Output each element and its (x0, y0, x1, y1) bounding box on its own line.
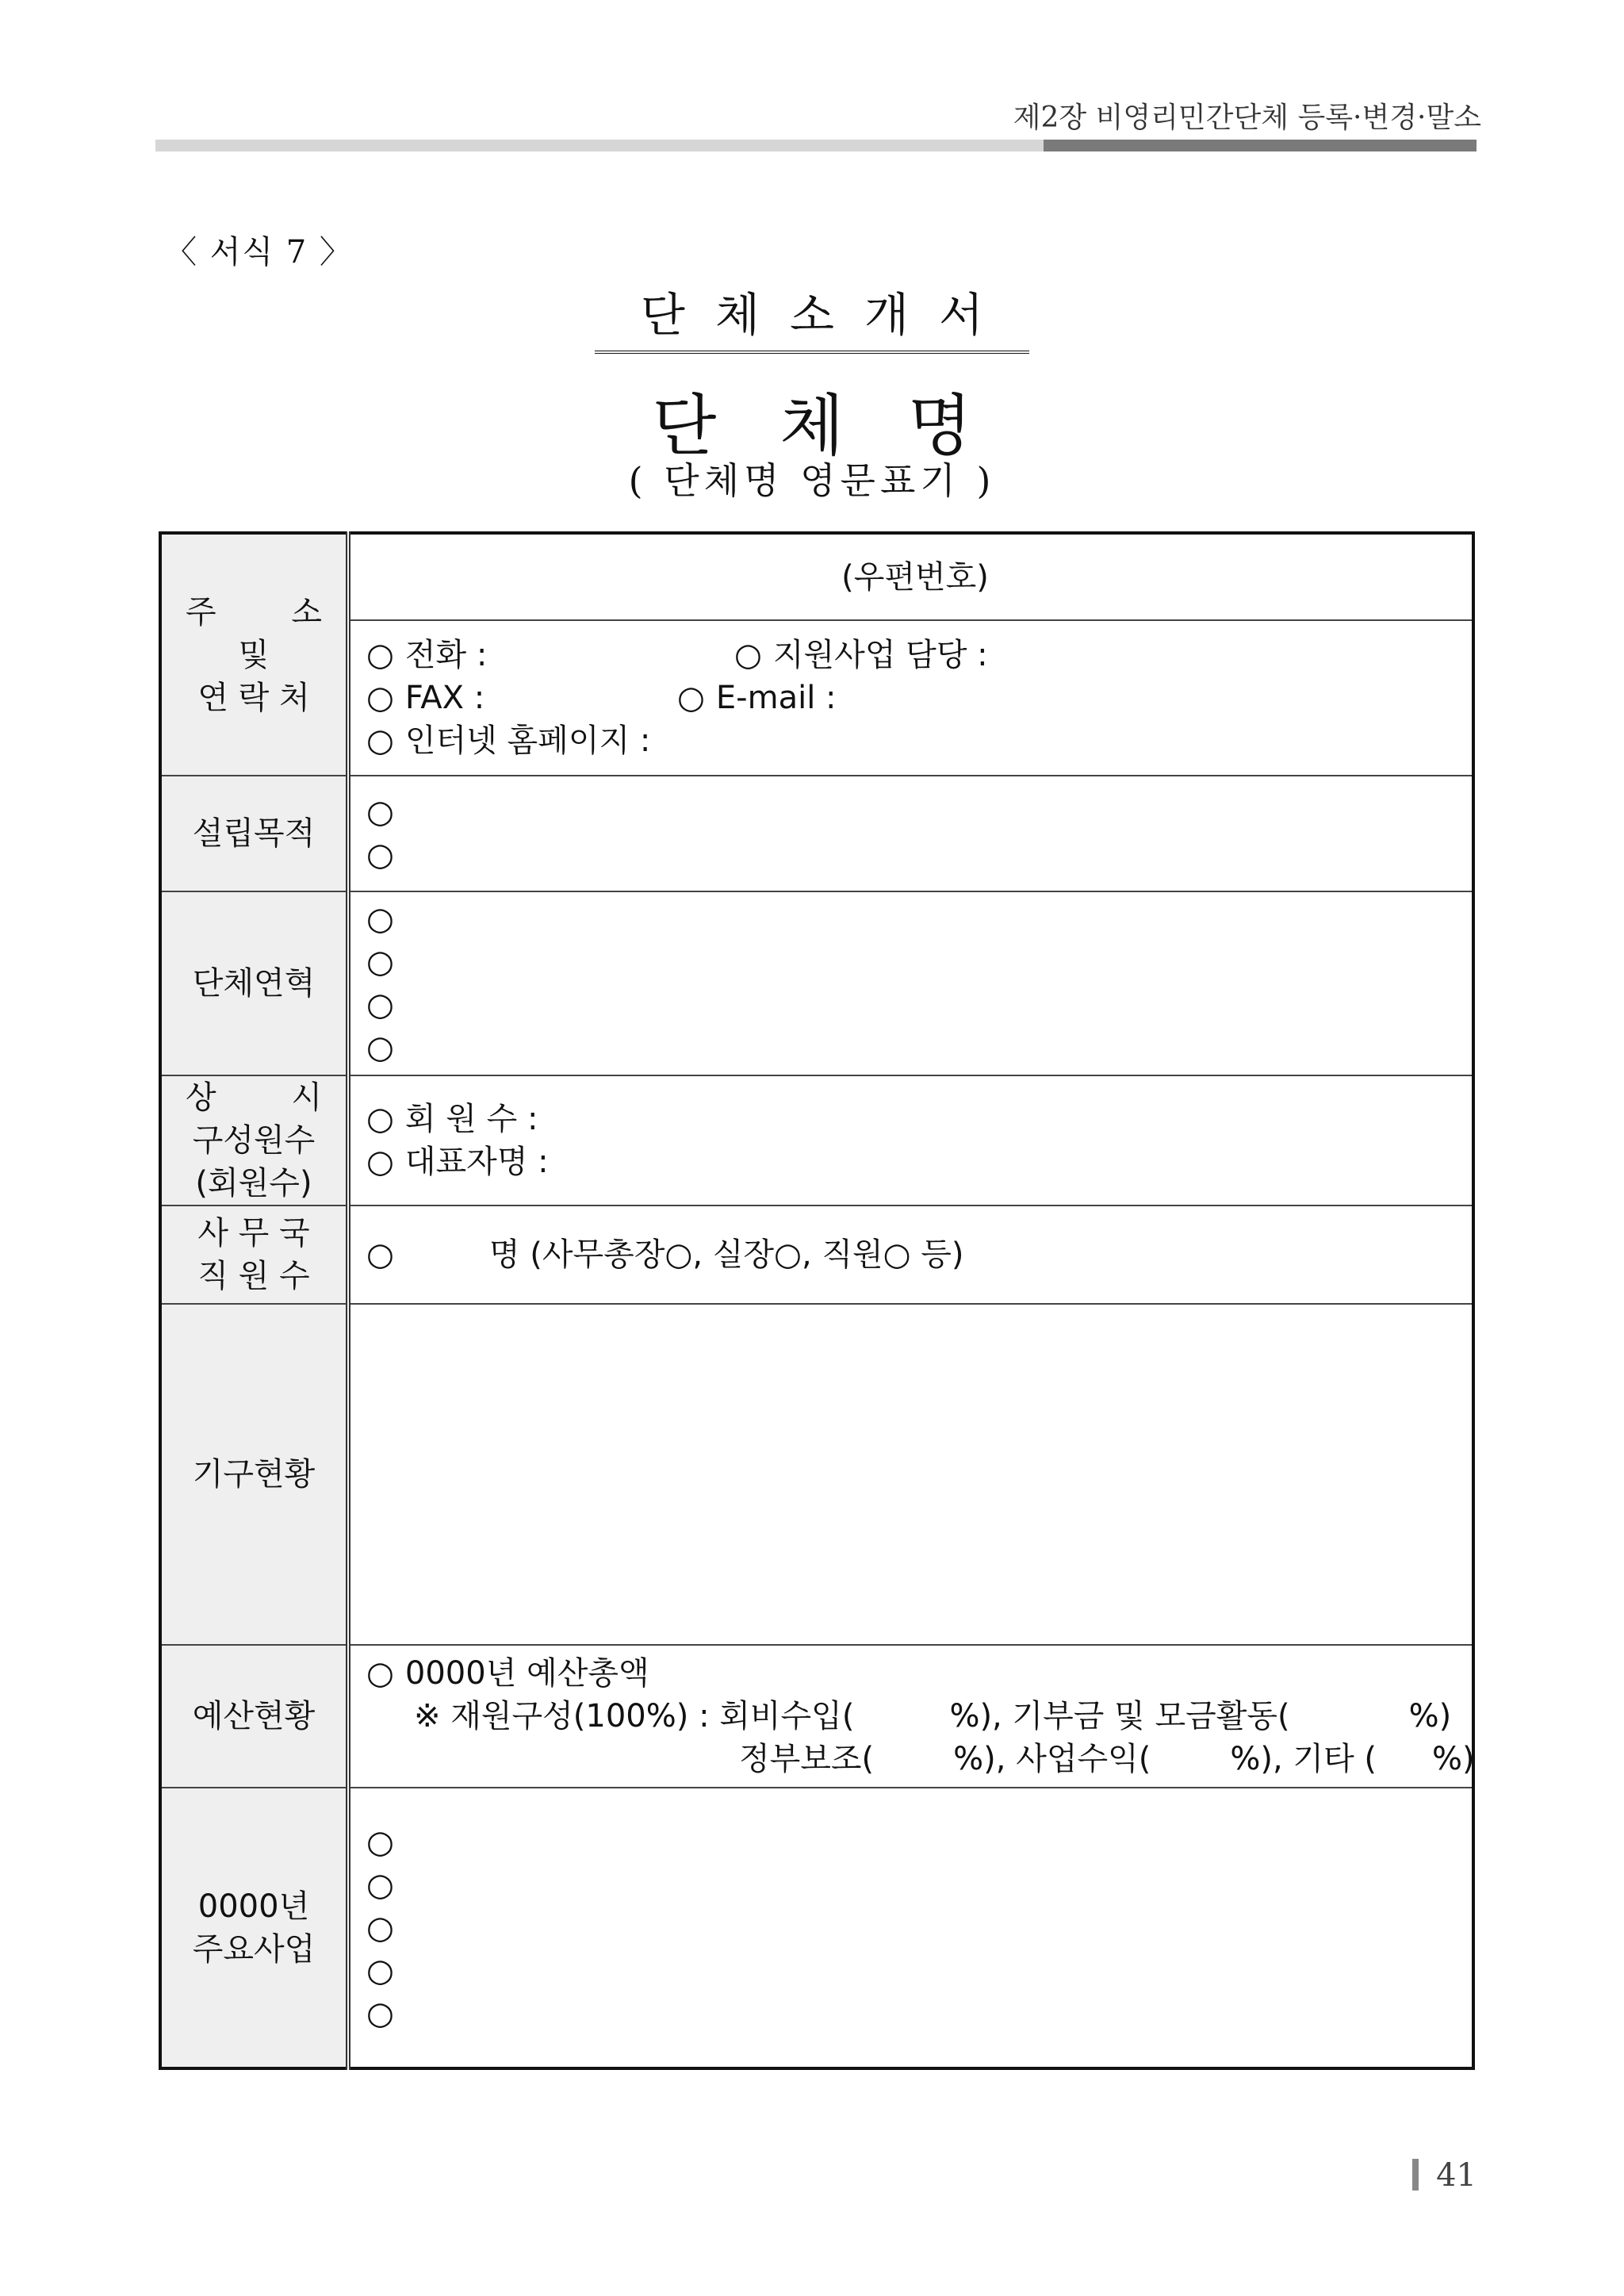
label-address-and: 및 (238, 636, 270, 673)
page-number (1412, 2157, 1477, 2194)
header-bar-light (155, 140, 1044, 151)
row-members (160, 1075, 1473, 1205)
row-projects (160, 1788, 1473, 2068)
bullet-circle: ○ (366, 1236, 394, 1273)
bullet-circle: ○ (366, 1655, 394, 1692)
label-address-b: 소 (291, 593, 322, 631)
bullet-circle: ○ (366, 1823, 394, 1861)
row-organization (160, 1304, 1473, 1645)
postal-code-field[interactable]: (우편번호) (348, 533, 1473, 620)
label-budget: 예산현황 (160, 1645, 348, 1788)
support-contact-label: 지원사업 담당 : (772, 637, 988, 673)
bullet-circle: ○ (366, 837, 394, 873)
representative-label: 대표자명 : (404, 1144, 549, 1180)
staff-breakdown: 명 (사무총장○, 실장○, 직원○ 등) (488, 1236, 964, 1273)
budget-membership-fee: %), 기부금 및 모금활동( (949, 1698, 1290, 1734)
row-budget (160, 1645, 1473, 1788)
bullet-circle: ○ (366, 901, 394, 937)
doc-title: 단체소개서 (595, 278, 1029, 354)
org-name: 단체명 (652, 387, 1036, 465)
label-members (160, 1075, 348, 1205)
budget-other: %), 기타 ( (1230, 1741, 1377, 1777)
row-postal (160, 533, 1473, 620)
row-contact (160, 620, 1473, 776)
organization-field[interactable] (348, 1304, 1473, 1645)
bullet-circle: ○ (366, 680, 394, 716)
phone-label: 전화 : (404, 637, 488, 673)
row-staff (160, 1205, 1473, 1304)
header-bar (155, 140, 1477, 151)
label-staff-count: 직 원 수 (197, 1258, 310, 1294)
budget-total-label: 0000년 예산총액 (404, 1655, 649, 1692)
label-projects (160, 1788, 348, 2068)
label-purpose: 설립목적 (160, 776, 348, 891)
label-address (160, 533, 348, 776)
row-history (160, 891, 1473, 1075)
member-count-label: 회 원 수 : (404, 1101, 538, 1137)
header-bar-dark (1044, 140, 1477, 151)
label-members-paren: (회원수) (195, 1165, 312, 1202)
bullet-circle: ○ (366, 1101, 394, 1137)
bullet-circle: ○ (366, 1029, 394, 1066)
doc-title-wrap (0, 278, 1624, 354)
label-members-count: 구성원수 (192, 1122, 316, 1159)
bullet-circle: ○ (734, 637, 762, 673)
page-number-bar (1412, 2159, 1419, 2191)
history-field[interactable] (348, 891, 1473, 1075)
bullet-circle: ○ (677, 680, 705, 716)
label-members-b: 시 (291, 1079, 322, 1116)
bullet-circle: ○ (366, 794, 394, 830)
bullet-circle: ○ (366, 944, 394, 980)
form-number: 〈 서식 7 〉 (165, 234, 353, 270)
label-staff (160, 1205, 348, 1304)
bullet-circle: ○ (366, 1144, 394, 1180)
label-staff-office: 사 무 국 (197, 1215, 310, 1251)
label-history: 단체연혁 (160, 891, 348, 1075)
contact-fields (348, 620, 1473, 776)
label-address-contact: 연 락 처 (197, 679, 310, 716)
bullet-circle: ○ (366, 1952, 394, 1989)
bullet-circle: ○ (366, 637, 394, 673)
budget-field[interactable] (348, 1645, 1473, 1788)
row-purpose (160, 776, 1473, 891)
bullet-circle: ○ (366, 723, 394, 759)
bullet-circle: ○ (366, 987, 394, 1023)
email-label: E-mail : (715, 680, 837, 716)
fax-label: FAX : (404, 680, 485, 716)
projects-field[interactable] (348, 1788, 1473, 2068)
intro-form-table (159, 531, 1475, 2070)
label-organization: 기구현황 (160, 1304, 348, 1645)
bullet-circle: ○ (366, 1909, 394, 1946)
members-field[interactable] (348, 1075, 1473, 1205)
budget-composition-prefix: ※ 재원구성(100%) : 회비수입( (414, 1698, 855, 1734)
page-number-text: 41 (1436, 2157, 1477, 2194)
bullet-circle: ○ (366, 1866, 394, 1903)
homepage-label: 인터넷 홈페이지 : (404, 723, 651, 759)
label-address-a: 주 (186, 593, 216, 631)
budget-other-end: %) (1432, 1741, 1475, 1777)
chapter-header: 제2장 비영리민간단체 등록·변경·말소 (1013, 102, 1481, 134)
label-projects-year: 0000년 (197, 1888, 310, 1925)
staff-field[interactable] (348, 1205, 1473, 1304)
org-name-english: ( 단체명 영문표기 ) (628, 459, 996, 502)
label-members-a: 상 (186, 1079, 216, 1116)
label-projects-main: 주요사업 (192, 1930, 316, 1968)
budget-business-income: %), 사업수익( (953, 1741, 1151, 1777)
purpose-field[interactable] (348, 776, 1473, 891)
budget-govt-prefix: 정부보조( (739, 1741, 875, 1777)
budget-donation-end: %) (1408, 1698, 1452, 1734)
bullet-circle: ○ (366, 1995, 394, 2032)
